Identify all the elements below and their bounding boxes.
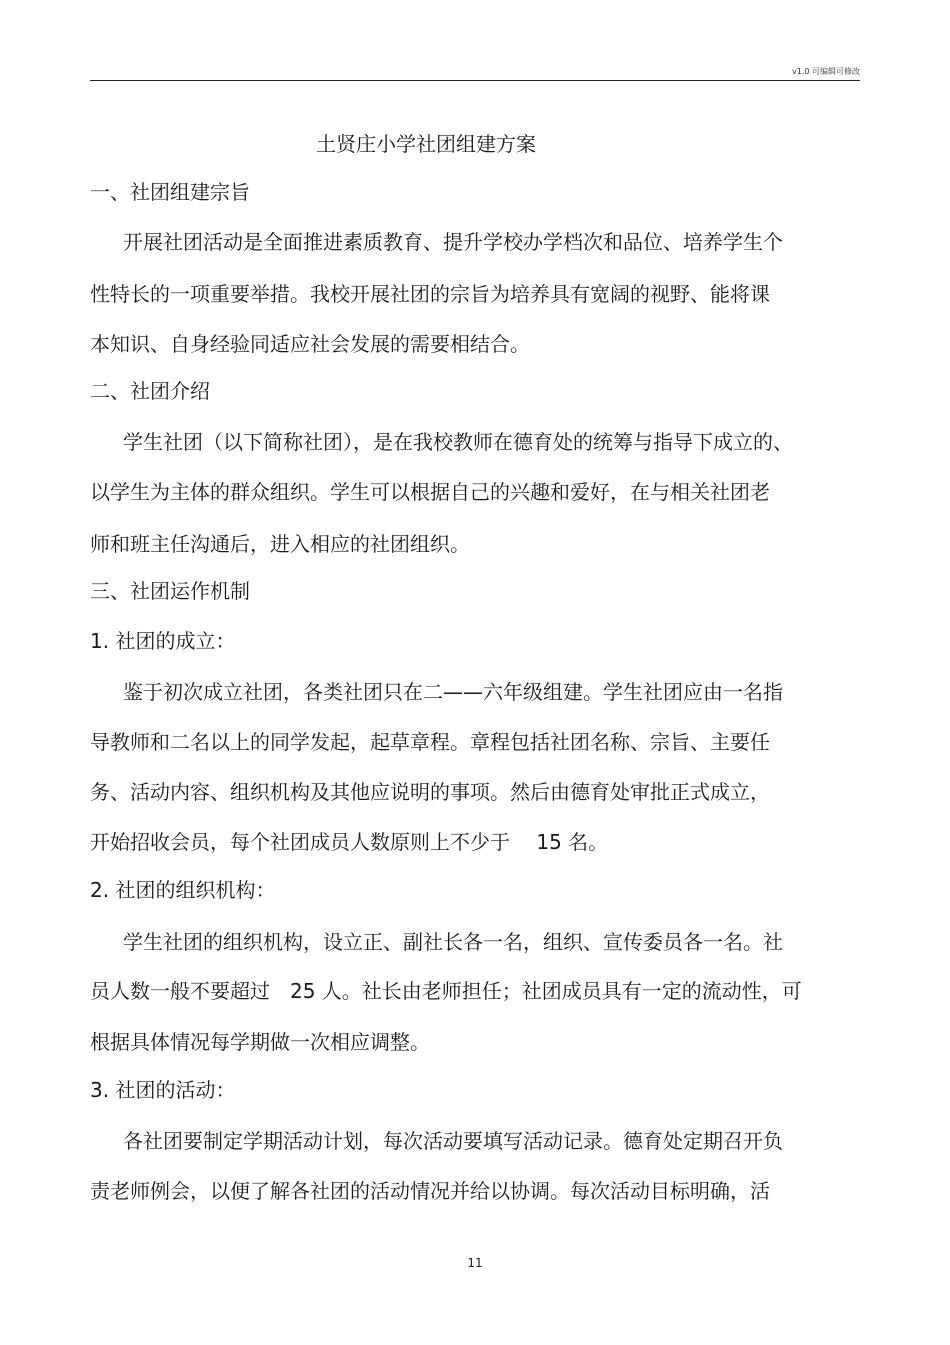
paragraph-line: 根据具体情况每学期做一次相应调整。: [90, 1030, 430, 1054]
paragraph-line: 本知识、自身经验同适应社会发展的需要相结合。: [90, 332, 530, 356]
paragraph-line: 各社团要制定学期活动计划，每次活动要填写活动记录。德育处定期召开负: [123, 1129, 783, 1153]
paragraph-line: 责老师例会，以便了解各社团的活动情况并给以协调。每次活动目标明确，活: [90, 1179, 770, 1203]
section-heading: 一、社团组建宗旨: [90, 180, 250, 204]
section-heading: 三、社团运作机制: [90, 579, 250, 603]
paragraph-line: 务、活动内容、组织机构及其他应说明的事项。然后由德育处审批正式成立，: [90, 780, 770, 804]
page-number: 11: [467, 1256, 483, 1270]
subsection-heading: 1. 社团的成立：: [90, 629, 236, 653]
paragraph-line: 开始招收会员，每个社团成员人数原则上不少于 15 名。: [90, 830, 609, 854]
paragraph-line: 以学生为主体的群众组织。学生可以根据自己的兴趣和爱好，在与相关社团老: [90, 480, 770, 504]
paragraph-line: 学生社团的组织机构，设立正、副社长各一名，组织、宣传委员各一名。社: [123, 930, 783, 954]
header-divider: [90, 80, 860, 81]
section-heading: 二、社团介绍: [90, 379, 210, 403]
paragraph-line: 开展社团活动是全面推进素质教育、提升学校办学档次和品位、培养学生个: [123, 230, 783, 254]
version-note: v1.0 可编辑可修改: [792, 67, 860, 76]
paragraph-line: 师和班主任沟通后，进入相应的社团组织。: [90, 532, 470, 556]
subsection-heading: 3. 社团的活动：: [90, 1078, 236, 1102]
paragraph-line: 员人数一般不要超过 25 人。社长由老师担任；社团成员具有一定的流动性，可: [90, 979, 802, 1003]
paragraph-line: 性特长的一项重要举措。我校开展社团的宗旨为培养具有宽阔的视野、能将课: [90, 282, 770, 306]
paragraph-line: 导教师和二名以上的同学发起，起草章程。章程包括社团名称、宗旨、主要任: [90, 730, 770, 754]
paragraph-line: 鉴于初次成立社团，各类社团只在二——六年级组建。学生社团应由一名指: [123, 680, 783, 704]
paragraph-line: 学生社团（以下简称社团），是在我校教师在德育处的统筹与指导下成立的、: [123, 430, 793, 454]
subsection-heading: 2. 社团的组织机构：: [90, 878, 276, 902]
document-title: 土贤庄小学社团组建方案: [316, 132, 536, 156]
